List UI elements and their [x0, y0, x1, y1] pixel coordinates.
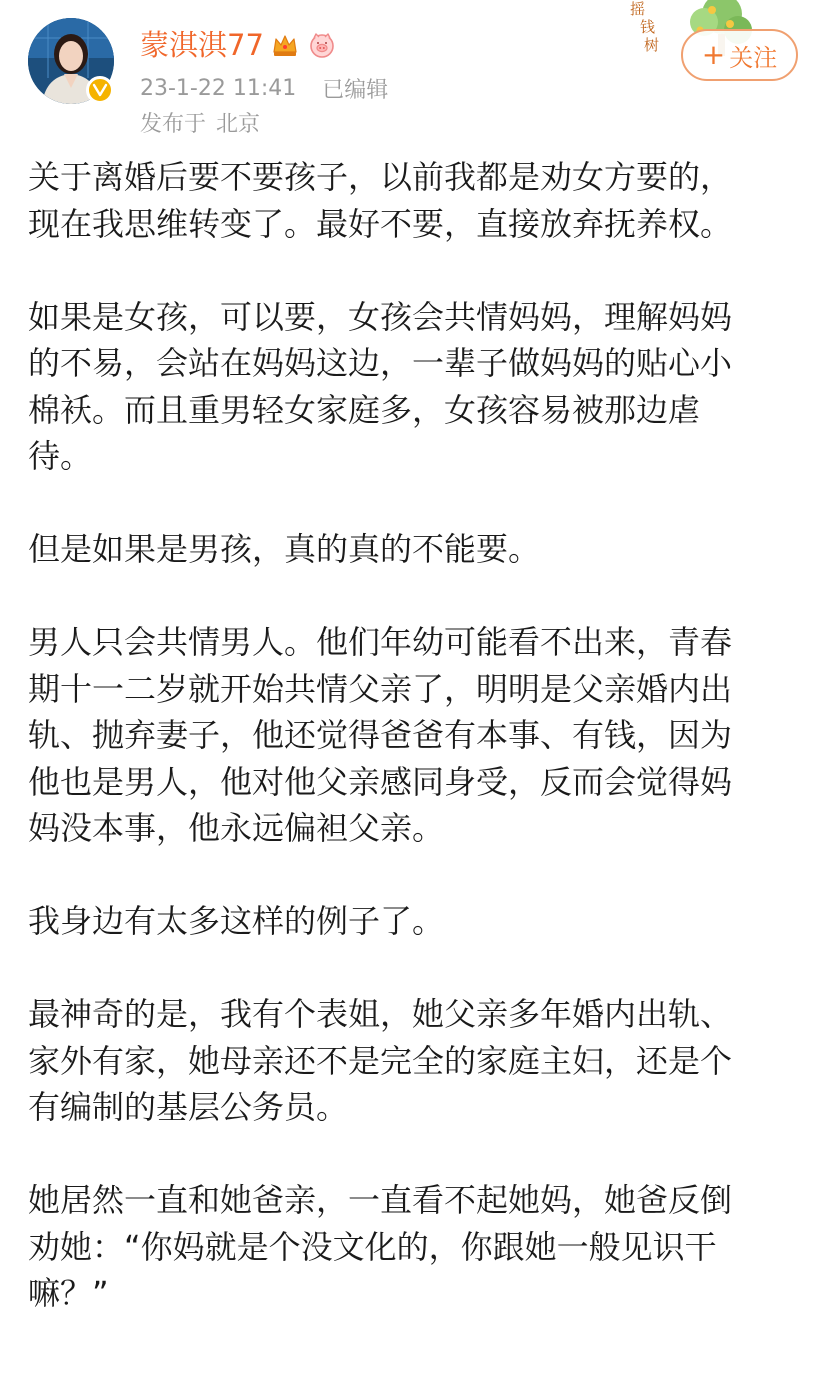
verified-badge-icon — [86, 76, 114, 104]
author-row — [140, 24, 336, 66]
post-paragraph: 我身边有太多这样的例子了。 — [28, 902, 445, 940]
post-header — [0, 0, 828, 150]
post-body — [28, 154, 798, 1317]
location-value: 北京 — [216, 111, 261, 137]
plus-icon: + — [701, 38, 726, 71]
post-paragraph: 最神奇的是，我有个表姐，她父亲多年婚内出轨、 家外有家，她母亲还不是完全的家庭主妇，还是个 有编制的基层公务员。 — [28, 995, 733, 1126]
post-paragraph: 但是如果是男孩，真的真的不能要。 — [28, 530, 541, 568]
follow-button[interactable] — [681, 29, 798, 81]
post-paragraph: 关于离婚后要不要孩子，以前我都是劝女方要的， 现在我思维转变了。最好不要，直接放弃抚养权。 — [28, 158, 733, 243]
pig-icon[interactable] — [308, 31, 336, 59]
location-prefix: 发布于 — [140, 111, 207, 137]
author-name[interactable]: 蒙淇淇77 — [140, 28, 264, 62]
tree-char-3: 树 — [644, 36, 660, 54]
post-paragraph: 男人只会共情男人。他们年幼可能看不出来，青春 期十一二岁就开始共情父亲了，明明是父亲婚内出 轨、抛弃妻子，他还觉得爸爸有本事、有钱，因为 他也是男人，他对他父亲感同身受，反而会觉得妈 妈没本事，他永远偏袒父亲。 — [28, 623, 733, 847]
crown-icon[interactable] — [270, 30, 300, 60]
post-location — [140, 106, 260, 138]
edited-label[interactable]: 已编辑 — [322, 77, 389, 103]
post-timestamp: 23-1-22 11:41 — [140, 75, 297, 101]
tree-char-2: 钱 — [640, 18, 656, 36]
post-paragraph: 如果是女孩，可以要，女孩会共情妈妈，理解妈妈 的不易，会站在妈妈这边，一辈子做妈妈的贴心小 棉袄。而且重男轻女家庭多，女孩容易被那边虐 待。 — [28, 297, 733, 475]
follow-button-label: 关注 — [729, 43, 778, 72]
post-meta — [140, 72, 388, 104]
tree-char-1: 摇 — [630, 0, 646, 18]
post-paragraph: 她居然一直和她爸亲，一直看不起她妈，她爸反倒 劝她：“你妈就是个没文化的，你跟她一般见识干 嘛？” — [28, 1181, 733, 1312]
